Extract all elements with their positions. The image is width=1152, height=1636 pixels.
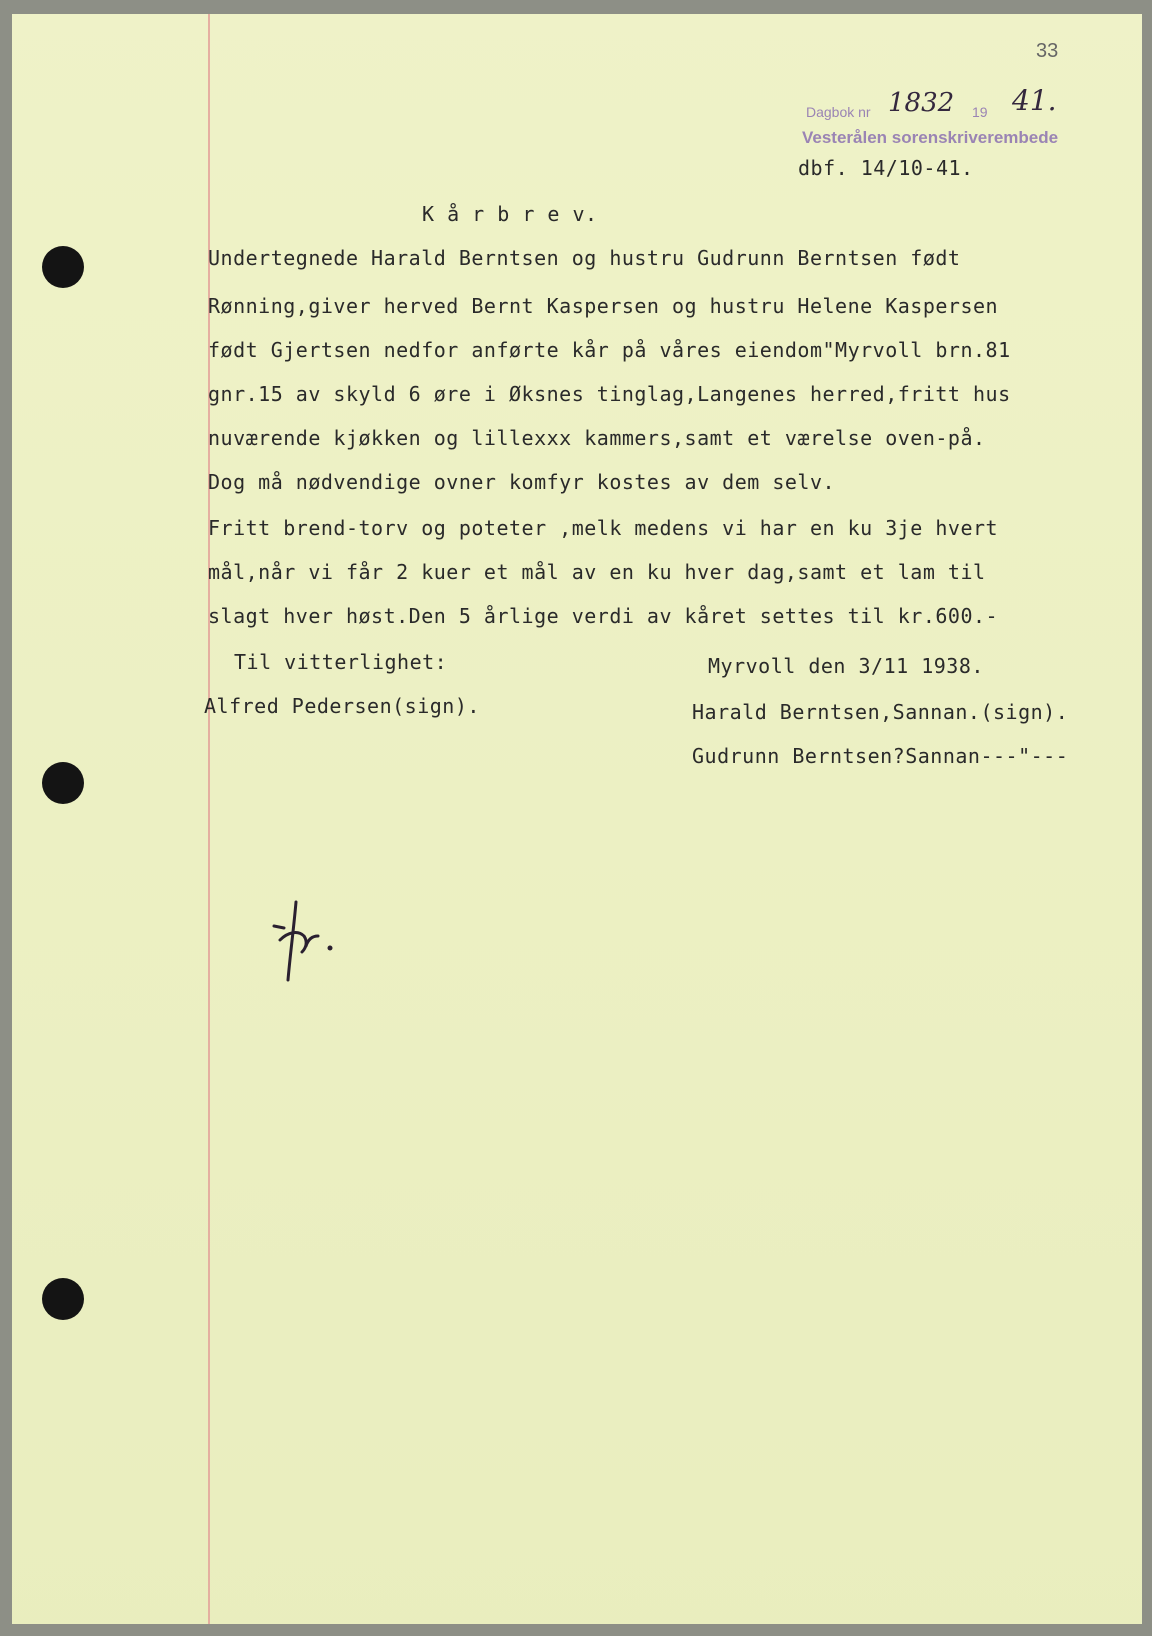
punch-hole — [42, 762, 84, 804]
signature-line: Gudrunn Berntsen?Sannan---"--- — [692, 744, 1069, 768]
body-line: Fritt brend-torv og poteter ,melk medens vi har en ku 3je hvert — [208, 516, 999, 540]
office-stamp: Vesterålen sorenskriverembede — [802, 128, 1059, 147]
registration-note: dbf. 14/10-41. — [798, 156, 974, 180]
body-line: født Gjertsen nedfor anførte kår på våres eiendom"Myrvoll brn.81 — [208, 338, 1011, 362]
document-page — [12, 14, 1142, 1624]
dagbok-year: 41. — [1012, 84, 1057, 117]
witness-heading: Til vitterlighet: — [234, 650, 448, 674]
dagbok-year-prefix: 19 — [972, 104, 988, 120]
signature-line: Harald Berntsen,Sannan.(sign). — [692, 700, 1069, 724]
body-line: Rønning,giver herved Bernt Kaspersen og hustru Helene Kaspersen — [208, 294, 999, 318]
body-line: Dog må nødvendige ovner komfyr kostes av dem selv. — [208, 470, 836, 494]
body-line: nuværende kjøkken og lillexxx kammers,samt et værelse oven-på. — [208, 426, 986, 450]
punch-hole — [42, 1278, 84, 1320]
body-line: gnr.15 av skyld 6 øre i Øksnes tinglag,Langenes herred,fritt hus — [208, 382, 1011, 406]
page-number: 33 — [1036, 40, 1059, 62]
dagbok-number: 1832 — [888, 88, 955, 118]
handwritten-initials-mark — [268, 896, 358, 986]
body-line: slagt hver høst.Den 5 årlige verdi av kåret settes til kr.600.- — [208, 604, 999, 628]
punch-hole — [42, 246, 84, 288]
dagbok-stamp-prefix: Dagbok nr — [806, 104, 871, 120]
document-title: K å r b r e v. — [422, 202, 598, 226]
body-line: mål,når vi får 2 kuer et mål av en ku hver dag,samt et lam til — [208, 560, 986, 584]
witness-name: Alfred Pedersen(sign). — [204, 694, 480, 718]
place-date: Myrvoll den 3/11 1938. — [708, 654, 984, 678]
body-line: Undertegnede Harald Berntsen og hustru Gudrunn Berntsen født — [208, 246, 961, 270]
